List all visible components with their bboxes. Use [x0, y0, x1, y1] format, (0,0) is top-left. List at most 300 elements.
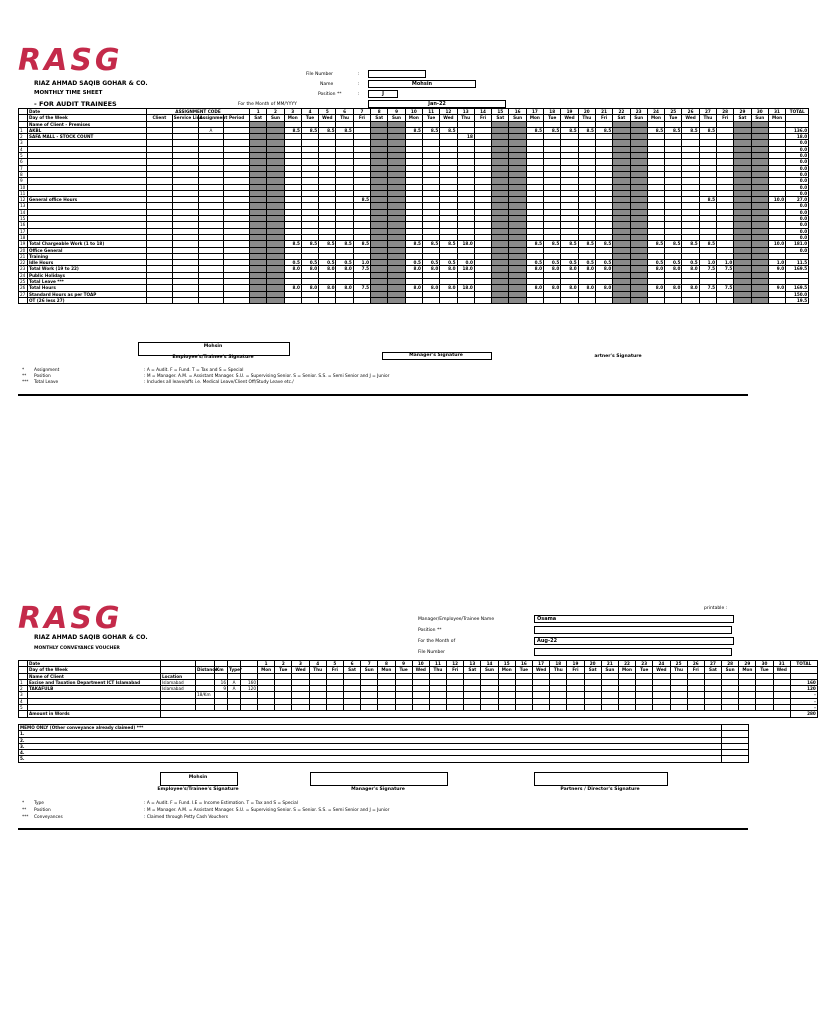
position-field-2[interactable]: [534, 626, 732, 634]
row-total-cell: 19.5: [786, 297, 809, 303]
hours-cell[interactable]: 8.5: [301, 241, 318, 247]
memo-table: [18, 724, 749, 763]
hours-cell[interactable]: 8.5: [526, 241, 543, 247]
hours-cell[interactable]: [440, 297, 457, 303]
hours-cell[interactable]: 8.5: [544, 241, 561, 247]
assignment-cell[interactable]: A: [198, 127, 224, 133]
hours-cell[interactable]: 18: [457, 134, 474, 140]
grand-total-cell: 280: [790, 711, 817, 717]
row-total-cell: -: [790, 698, 817, 704]
row-number: 4: [19, 698, 28, 704]
day-number-header-2: 27: [704, 661, 721, 667]
amount-in-words-field[interactable]: [161, 711, 791, 717]
hours-cell[interactable]: 8.5: [561, 127, 578, 133]
hours-cell[interactable]: 0.5: [301, 260, 318, 266]
weekday-header: Tue: [301, 115, 318, 121]
row-number: 3: [19, 692, 28, 698]
hours-cell[interactable]: 7.5: [717, 266, 734, 272]
hours-cell[interactable]: 8.0: [422, 285, 439, 291]
memo-cell[interactable]: 5.: [19, 756, 722, 762]
hours-cell[interactable]: [492, 297, 509, 303]
hours-cell[interactable]: [544, 297, 561, 303]
hours-cell[interactable]: 8.0: [301, 285, 318, 291]
weekday-header: Sat: [734, 115, 751, 121]
hours-cell[interactable]: 8.0: [647, 285, 664, 291]
hours-cell[interactable]: 8.5: [561, 241, 578, 247]
row-total-cell: 0.0: [786, 159, 809, 165]
hours-cell[interactable]: 8.5: [405, 127, 422, 133]
hours-cell[interactable]: 8.0: [682, 285, 699, 291]
weekday-header: Fri: [353, 115, 370, 121]
total-header-2: TOTAL: [790, 661, 817, 667]
hours-cell[interactable]: 8.0: [595, 266, 612, 272]
client-name-cell[interactable]: General office Hours: [28, 197, 147, 203]
hours-cell[interactable]: 8.5: [284, 241, 301, 247]
km-cell[interactable]: 9: [215, 686, 228, 692]
employee-signature-label: Employee's/Trainee's Signature: [172, 355, 254, 360]
row-total-cell: 120: [790, 686, 817, 692]
day-number-header: 11: [422, 109, 439, 115]
hours-cell[interactable]: 8.5: [440, 241, 457, 247]
hours-cell[interactable]: 0.5: [319, 260, 336, 266]
hours-cell[interactable]: 10.0: [768, 197, 785, 203]
weekday-header-2: Sun: [722, 667, 739, 673]
hours-cell[interactable]: 0.5: [526, 260, 543, 266]
hours-cell[interactable]: 0.0: [457, 260, 474, 266]
partner-signature-box-2[interactable]: [534, 772, 668, 786]
hours-cell[interactable]: 8.0: [544, 285, 561, 291]
amount-cell[interactable]: 120: [241, 686, 258, 692]
client-name-cell[interactable]: AKBL: [28, 127, 147, 133]
row-number: 18: [19, 234, 28, 240]
hours-cell[interactable]: 1.0: [353, 260, 370, 266]
hours-cell[interactable]: 0.5: [336, 260, 353, 266]
hours-cell[interactable]: 0.5: [647, 260, 664, 266]
day-number-header: 5: [319, 109, 336, 115]
client-name-cell[interactable]: OT (26 less 27): [28, 297, 147, 303]
name-field[interactable]: Mohsin: [368, 80, 476, 88]
weekday-header-2: Sun: [361, 667, 378, 673]
hours-cell[interactable]: 8.5: [595, 127, 612, 133]
assignment-cell[interactable]: [198, 297, 224, 303]
day-number-header: 1: [250, 109, 267, 115]
hours-cell[interactable]: [301, 297, 318, 303]
row-number: 20: [19, 247, 28, 253]
weekday-header-2: Tue: [395, 667, 412, 673]
hours-cell[interactable]: 18.0: [457, 285, 474, 291]
hours-cell[interactable]: [509, 297, 526, 303]
manager-signature-label-2: Manager's Signature: [351, 787, 405, 792]
weekday-header-2: Tue: [515, 667, 532, 673]
client-name-cell[interactable]: Office General: [28, 247, 147, 253]
hours-cell[interactable]: [682, 297, 699, 303]
day-number-header: 3: [284, 109, 301, 115]
hours-cell[interactable]: [319, 297, 336, 303]
hours-cell[interactable]: 10.0: [768, 241, 785, 247]
file-number-field[interactable]: [368, 70, 426, 78]
weekday-header: Fri: [595, 115, 612, 121]
hours-cell[interactable]: 9.0: [768, 266, 785, 272]
client-name-cell[interactable]: TAKAFULB: [28, 686, 161, 692]
hours-cell[interactable]: [250, 297, 267, 303]
memo-cell[interactable]: 1.: [19, 731, 722, 737]
hours-cell[interactable]: 8.0: [578, 266, 595, 272]
hours-cell[interactable]: 8.5: [665, 127, 682, 133]
legend: * Assignment : A = Audit. F = Fund. T = Tax and S = Special ** Position : M = Manager. A.M. = Assistant Manager. S.U. = Supervising Senior. S = Senior. S.S. = Semi Senior and J = Junior *** Total Leave : Includes all leave/offs i.e. Medical Leave/Client Off/Study Leave etc./: [22, 368, 390, 385]
file-number-field-2[interactable]: [534, 648, 732, 656]
day-number-header-2: 13: [464, 661, 481, 667]
hours-cell[interactable]: 8.0: [319, 266, 336, 272]
hours-cell[interactable]: 8.0: [665, 285, 682, 291]
employee-signature-label-2: Employee's/Trainee's Signature: [157, 787, 239, 792]
hours-cell[interactable]: 8.5: [301, 127, 318, 133]
day-number-header-2: 2: [275, 661, 292, 667]
hours-cell[interactable]: 8.0: [561, 285, 578, 291]
weekday-header: Sun: [751, 115, 768, 121]
sheet-subtitle: - FOR AUDIT TRAINEES: [34, 100, 117, 108]
weekday-header-2: Sat: [343, 667, 360, 673]
hours-cell[interactable]: [388, 297, 405, 303]
hours-cell[interactable]: 8.0: [336, 285, 353, 291]
hours-cell[interactable]: 8.0: [440, 266, 457, 272]
hours-cell[interactable]: [336, 297, 353, 303]
manager-signature-label: Manager's Signature: [409, 353, 463, 358]
weekday-header-2: Wed: [533, 667, 550, 673]
client-name-cell[interactable]: Public Holidays: [28, 272, 147, 278]
day-number-header: 2: [267, 109, 284, 115]
hours-cell[interactable]: [457, 297, 474, 303]
hours-cell[interactable]: 8.0: [284, 266, 301, 272]
hours-cell[interactable]: 18.0: [457, 241, 474, 247]
hours-cell[interactable]: 9.0: [768, 285, 785, 291]
client-code-cell[interactable]: [147, 297, 173, 303]
day-number-header: 16: [509, 109, 526, 115]
hours-cell[interactable]: 8.5: [699, 197, 716, 203]
hours-cell[interactable]: 8.5: [578, 241, 595, 247]
km-cell[interactable]: 16: [215, 679, 228, 685]
client-name-cell[interactable]: Training: [28, 253, 147, 259]
client-name-cell[interactable]: Total Hours: [28, 285, 147, 291]
position-field[interactable]: J: [368, 90, 398, 98]
row-total-cell: 0.0: [786, 222, 809, 228]
hours-cell[interactable]: [526, 297, 543, 303]
hours-cell[interactable]: 8.5: [682, 127, 699, 133]
day-number-header-2: 28: [722, 661, 739, 667]
hours-cell[interactable]: 8.0: [526, 285, 543, 291]
hours-cell[interactable]: 8.0: [647, 266, 664, 272]
hours-cell[interactable]: 0.5: [665, 260, 682, 266]
legend-2: * Type : A = Audit. F = Fund. I.E = Income Estimation. T = Tax and S = Special ** Position : M = Manager. A.M. = Assistant Manager. S.U. = Supervising Senior. S = Senior. S.S. = Semi Senior and J = Junior *** Conveyances : Claimed through Petty Cash Vouchers: [22, 801, 390, 820]
hours-cell[interactable]: [578, 297, 595, 303]
period-cell[interactable]: [224, 297, 250, 303]
hours-cell[interactable]: 8.0: [682, 266, 699, 272]
hours-cell[interactable]: [717, 297, 734, 303]
weekday-header-2: Tue: [636, 667, 653, 673]
hours-cell[interactable]: 8.5: [544, 127, 561, 133]
client-name-cell[interactable]: Total Leave ***: [28, 279, 147, 285]
hours-cell[interactable]: 0.5: [405, 260, 422, 266]
hours-cell[interactable]: 0.5: [595, 260, 612, 266]
voucher-title: MONTHLY CONVEYANCE VOUCHER: [34, 646, 120, 651]
weekday-header-2: Wed: [653, 667, 670, 673]
row-number: [19, 297, 28, 303]
time-sheet-table: [18, 108, 809, 304]
hours-cell[interactable]: [405, 297, 422, 303]
hours-cell[interactable]: 8.5: [526, 127, 543, 133]
hours-cell[interactable]: [734, 297, 751, 303]
hours-cell[interactable]: 8.0: [405, 266, 422, 272]
weekday-header: Tue: [665, 115, 682, 121]
service-line-cell[interactable]: [172, 297, 198, 303]
day-number-header-2: 14: [481, 661, 498, 667]
row-number: 16: [19, 222, 28, 228]
hours-cell[interactable]: 8.5: [353, 241, 370, 247]
hours-cell[interactable]: [422, 297, 439, 303]
weekday-header-2: Fri: [687, 667, 704, 673]
hours-cell[interactable]: 8.5: [422, 241, 439, 247]
sheet-title: MONTHLY TIME SHEET: [34, 90, 103, 96]
hours-cell[interactable]: [613, 297, 630, 303]
row-total-cell: 18.0: [786, 134, 809, 140]
day-number-header-2: 1: [258, 661, 275, 667]
client-header-2: Name of Client: [28, 673, 161, 679]
hours-cell[interactable]: [561, 297, 578, 303]
position-label-2: Position **: [418, 628, 442, 633]
hours-cell[interactable]: 8.0: [578, 285, 595, 291]
weekday-header: Thu: [578, 115, 595, 121]
amount-in-words-row: [19, 711, 818, 717]
hours-cell[interactable]: 8.5: [665, 241, 682, 247]
month-field-2[interactable]: Aug-22: [534, 637, 734, 645]
hours-cell[interactable]: 8.5: [422, 127, 439, 133]
hours-cell[interactable]: 1.0: [768, 260, 785, 266]
memo-cell[interactable]: 4.: [19, 750, 722, 756]
row-total-cell: 27.0: [786, 197, 809, 203]
hours-cell[interactable]: 8.5: [578, 127, 595, 133]
row-number: 4: [19, 146, 28, 152]
row-number: 27: [19, 291, 28, 297]
hours-cell[interactable]: 8.5: [319, 241, 336, 247]
weekday-header: Mon: [768, 115, 785, 121]
memo-cell[interactable]: 3.: [19, 743, 722, 749]
day-number-header-2: 12: [447, 661, 464, 667]
hours-cell[interactable]: [751, 297, 768, 303]
hours-cell[interactable]: [284, 297, 301, 303]
hours-cell[interactable]: 18.0: [457, 266, 474, 272]
weekday-header-2: Mon: [498, 667, 515, 673]
hours-cell[interactable]: [699, 297, 716, 303]
weekday-header: Mon: [284, 115, 301, 121]
client-name-cell[interactable]: Idle Hours: [28, 260, 147, 266]
hours-cell[interactable]: 8.0: [526, 266, 543, 272]
hours-cell[interactable]: 7.5: [353, 285, 370, 291]
hours-cell[interactable]: 0.5: [284, 260, 301, 266]
hours-cell[interactable]: 8.0: [561, 266, 578, 272]
total-header: TOTAL: [786, 109, 809, 115]
amount-cell[interactable]: 160: [241, 679, 258, 685]
client-name-cell[interactable]: Total Chargeable Work (1 to 18): [28, 241, 147, 247]
day-number-header-2: 19: [567, 661, 584, 667]
type-header: Type*: [229, 667, 243, 673]
day-number-header-2: 26: [687, 661, 704, 667]
hours-cell[interactable]: 8.5: [336, 241, 353, 247]
hours-cell[interactable]: 7.5: [717, 285, 734, 291]
day-of-week-header-2: Day of the Week: [28, 667, 161, 673]
hours-cell[interactable]: 8.5: [353, 197, 370, 203]
hours-cell[interactable]: 8.0: [422, 266, 439, 272]
row-number: 8: [19, 171, 28, 177]
hours-cell[interactable]: 0.5: [544, 260, 561, 266]
weekday-header-2: Sun: [481, 667, 498, 673]
hours-cell[interactable]: [630, 297, 647, 303]
day-number-header-2: 11: [429, 661, 446, 667]
month-field[interactable]: Jan-22: [368, 100, 506, 108]
partner-signature-label: artner's Signature: [594, 354, 642, 359]
weekday-header: Sat: [492, 115, 509, 121]
memo-cell[interactable]: 2.: [19, 737, 722, 743]
row-total-cell: 0.0: [786, 203, 809, 209]
hours-cell[interactable]: 8.5: [699, 241, 716, 247]
weekday-header: Sun: [509, 115, 526, 121]
file-number-label-2: File Number: [418, 650, 446, 655]
hours-cell[interactable]: [647, 297, 664, 303]
hours-cell[interactable]: 8.5: [336, 127, 353, 133]
hours-cell[interactable]: 8.0: [665, 266, 682, 272]
day-number-header: 22: [613, 109, 630, 115]
row-total-cell: 0.0: [786, 209, 809, 215]
weekday-header: Wed: [319, 115, 336, 121]
row-total-cell: 0.0: [786, 165, 809, 171]
hours-cell[interactable]: 0.5: [561, 260, 578, 266]
hours-cell[interactable]: 8.5: [440, 127, 457, 133]
hours-cell[interactable]: 7.5: [699, 266, 716, 272]
day-number-header-2: 17: [533, 661, 550, 667]
hours-cell[interactable]: 8.5: [595, 241, 612, 247]
hours-cell[interactable]: [595, 297, 612, 303]
row-number: 19: [19, 241, 28, 247]
row-total-cell: 0.0: [786, 171, 809, 177]
day-number-header-2: 4: [309, 661, 326, 667]
hours-cell[interactable]: 8.5: [405, 241, 422, 247]
row-number: 6: [19, 159, 28, 165]
day-number-header: 17: [526, 109, 543, 115]
km-header: Km: [215, 667, 228, 673]
client-name-cell[interactable]: SAFA MALL - STOCK COUNT: [28, 134, 147, 140]
type-cell[interactable]: A: [228, 686, 241, 692]
hours-cell[interactable]: 8.0: [301, 266, 318, 272]
hours-cell[interactable]: 8.5: [284, 127, 301, 133]
day-number-header: 12: [440, 109, 457, 115]
memo-amount-cell[interactable]: [722, 756, 749, 762]
row-number: 1: [19, 127, 28, 133]
hours-cell[interactable]: 8.5: [647, 127, 664, 133]
hours-cell[interactable]: [665, 297, 682, 303]
hours-cell[interactable]: [353, 297, 370, 303]
client-header: Name of Client - Premises: [28, 121, 147, 127]
row-number: 23: [19, 266, 28, 272]
conveyance-voucher: [18, 601, 816, 830]
hours-cell[interactable]: 7.5: [353, 266, 370, 272]
hours-cell[interactable]: [371, 297, 388, 303]
weekday-header: Tue: [544, 115, 561, 121]
hours-cell[interactable]: 1.0: [717, 260, 734, 266]
client-name-cell[interactable]: Total Work (19 to 22): [28, 266, 147, 272]
hours-cell[interactable]: 0.5: [578, 260, 595, 266]
hours-cell[interactable]: 8.5: [682, 241, 699, 247]
location-cell[interactable]: Islamabad: [161, 686, 196, 692]
day-number-header-2: 25: [670, 661, 687, 667]
row-total-cell: -: [790, 705, 817, 711]
day-number-header-2: 15: [498, 661, 515, 667]
name-label: Name: [320, 82, 334, 87]
date-header: Date: [28, 109, 147, 115]
day-number-header: 29: [734, 109, 751, 115]
employee-name-label: Manager/Employee/Trainee Name: [418, 617, 495, 622]
day-number-header-2: 5: [326, 661, 343, 667]
hours-cell[interactable]: 0.5: [440, 260, 457, 266]
weekday-header: Sat: [250, 115, 267, 121]
weekday-header: Mon: [647, 115, 664, 121]
day-number-header-2: 7: [361, 661, 378, 667]
hours-cell[interactable]: 8.5: [319, 127, 336, 133]
file-number-label: File Number: [306, 72, 334, 77]
hours-cell[interactable]: [474, 297, 491, 303]
hours-cell[interactable]: 8.0: [284, 285, 301, 291]
weekday-header-2: Mon: [378, 667, 395, 673]
location-cell[interactable]: Islamabad: [161, 679, 196, 685]
hours-cell[interactable]: 8.0: [319, 285, 336, 291]
hours-cell[interactable]: 8.0: [440, 285, 457, 291]
day-number-header-2: 9: [395, 661, 412, 667]
hours-cell[interactable]: [267, 297, 284, 303]
type-cell[interactable]: A: [228, 679, 241, 685]
day-number-header: 23: [630, 109, 647, 115]
day-number-header: 13: [457, 109, 474, 115]
hours-cell[interactable]: [768, 297, 785, 303]
employee-name-field[interactable]: Osama: [534, 615, 734, 623]
table-cell: [19, 711, 28, 717]
day-number-header: 10: [405, 109, 422, 115]
manager-signature-box-2[interactable]: [310, 772, 448, 786]
hours-cell[interactable]: 8.5: [647, 241, 664, 247]
weekday-header: Fri: [474, 115, 491, 121]
firm-name-2: RIAZ AHMAD SAQIB GOHAR & CO.: [34, 634, 148, 641]
hours-cell[interactable]: 7.5: [699, 285, 716, 291]
distance-header: Distance: [197, 667, 218, 673]
row-total-cell: 0.0: [786, 216, 809, 222]
month-label: For the Month of MM/YYYY: [238, 102, 297, 107]
weekday-header: Wed: [561, 115, 578, 121]
client-name-cell[interactable]: Excise and Taxation Department ICT Islamabad: [28, 679, 161, 685]
hours-cell[interactable]: 8.5: [699, 127, 716, 133]
hours-cell[interactable]: 1.0: [699, 260, 716, 266]
hours-cell[interactable]: 0.5: [682, 260, 699, 266]
weekday-header-2: Mon: [258, 667, 275, 673]
day-number-header-2: 24: [653, 661, 670, 667]
hours-cell[interactable]: 8.0: [595, 285, 612, 291]
row-number: 13: [19, 203, 28, 209]
weekday-header-2: Sat: [704, 667, 721, 673]
weekday-header: Fri: [717, 115, 734, 121]
memo-row: [19, 756, 749, 762]
hours-cell[interactable]: 8.0: [336, 266, 353, 272]
weekday-header: Mon: [526, 115, 543, 121]
hours-cell[interactable]: 0.5: [422, 260, 439, 266]
hours-cell[interactable]: 8.0: [405, 285, 422, 291]
client-name-cell[interactable]: Standard Hours as per TOAP: [28, 291, 147, 297]
day-number-header: 6: [336, 109, 353, 115]
hours-cell[interactable]: 8.0: [544, 266, 561, 272]
